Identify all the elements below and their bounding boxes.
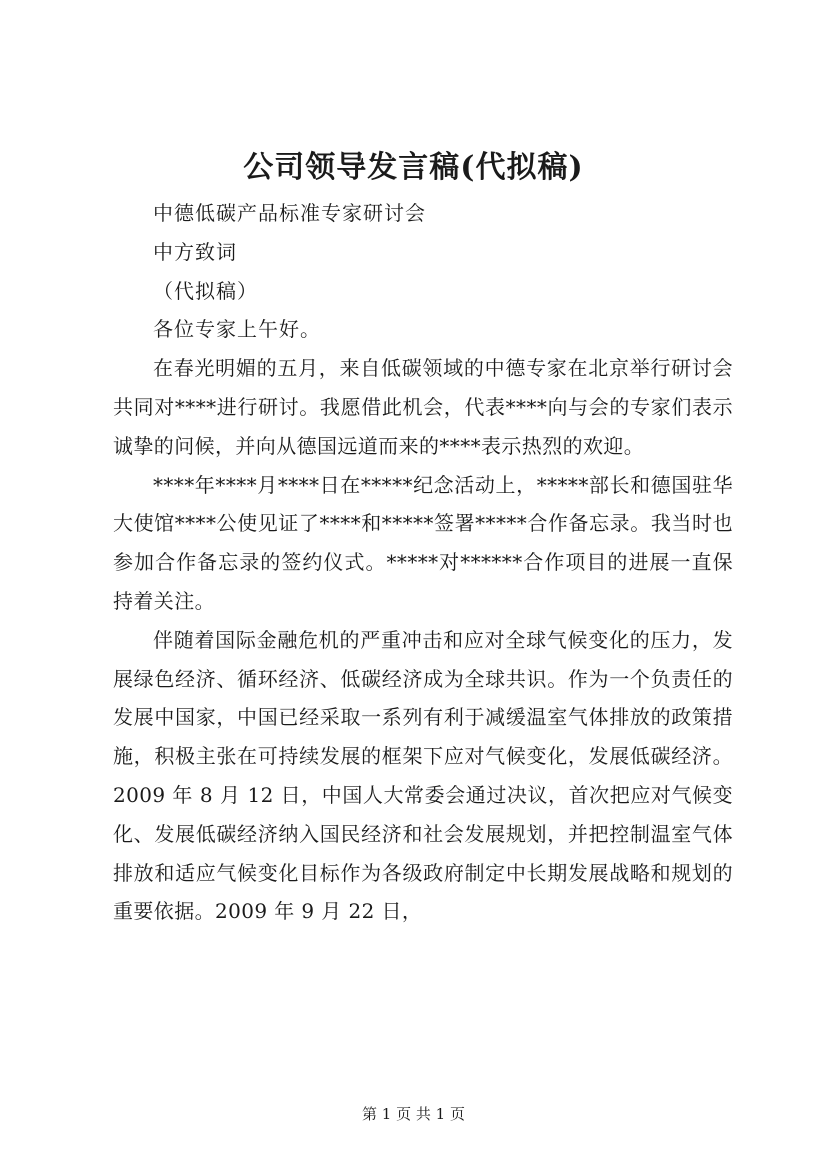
document-title: 公司领导发言稿(代拟稿): [243, 150, 584, 185]
speech-type-line: 中方致词: [153, 239, 237, 264]
body-paragraph: ****年****月****日在*****纪念活动上，*****部长和德国驻华大使馆****公使见证了****和*****签署*****合作备忘录。我当时也参加合作备忘录的签约仪式。*****对******合作项目的进展一直保持着关注。: [113, 472, 733, 613]
greeting-line: 各位专家上午好。: [153, 317, 321, 342]
draft-label-line: （代拟稿）: [153, 278, 258, 303]
document-body: [113, 194, 733, 931]
body-paragraph: 伴随着国际金融危机的严重冲击和应对全球气候变化的压力，发展绿色经济、循环经济、低碳经济成为全球共识。作为一个负责任的发展中国家，中国已经采取一系列有利于减缓温室气体排放的政策措施，积极主张在可持续发展的框架下应对气候变化，发展低碳经济。2009 年 8 月 12 日，中国人大常委会通过决议，首次把应对气候变化、发展低碳经济纳入国民经济和社会发展规划，并把控制温室气体排放和适应气候变化目标作为各级政府制定中长期发展战略和规划的重要依据。2009 年 9 月 22 日，: [113, 627, 733, 924]
body-paragraph: 在春光明媚的五月，来自低碳领域的中德专家在北京举行研讨会共同对****进行研讨。我愿借此机会，代表****向与会的专家们表示诚挚的问候，并向从德国远道而来的****表示热烈的欢迎。: [113, 356, 733, 458]
page-number-footer: 第 1 页 共 1 页: [362, 1105, 465, 1123]
subtitle-line: 中德低碳产品标准专家研讨会: [153, 201, 426, 225]
